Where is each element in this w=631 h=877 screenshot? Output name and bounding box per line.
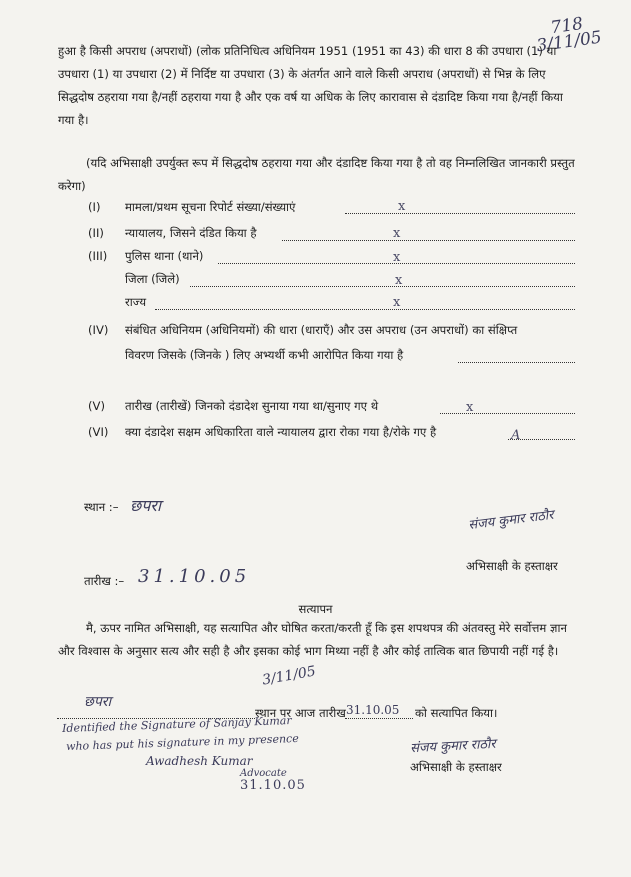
verification-title: सत्यापन	[298, 602, 333, 616]
item-iv-number: (IV)	[88, 323, 109, 337]
item-iii-district-label: जिला (जिले)	[125, 272, 180, 286]
item-i-number: (I)	[88, 200, 101, 214]
item-iii-label: पुलिस थाना (थाने)	[125, 249, 204, 263]
item-iv-dotted-line	[458, 362, 575, 363]
date-value: 31.10.05	[138, 566, 251, 587]
verified-place: छपरा	[84, 694, 112, 710]
item-i-label: मामला/प्रथम सूचना रिपोर्ट संख्या/संख्याएं	[125, 200, 296, 214]
verified-date-dotted-line	[345, 718, 413, 719]
item-iv-label-line2: विवरण जिसके (जिनके ) लिए अभ्यर्थी कभी आरोपित किया गया है	[125, 348, 404, 362]
item-iii-state-label: राज्य	[125, 295, 147, 309]
item-v-number: (V)	[88, 399, 105, 413]
verified-place-prefix: स्थान पर आज तारीख	[255, 706, 346, 720]
identifier-signature: Awadhesh Kumar	[146, 754, 253, 768]
item-v-mark: x	[466, 400, 474, 415]
deponent-signature-2: संजय कुमार राठौर	[409, 736, 497, 757]
place-value: छपरा	[130, 496, 161, 515]
item-iv-label-line1: संबंधित अधिनियम (अधिनियमों) की धारा (धाराएँ) और उस अपराध (उन अपराधों) का संक्षिप्त	[125, 323, 518, 337]
item-iii-state-dotted-line	[155, 309, 575, 310]
verified-date: 31.10.05	[346, 703, 400, 717]
item-vi-number: (VI)	[88, 425, 109, 439]
item-vi-label: क्या दंडादेश सक्षम अधिकारिता वाले न्यायालय द्वारा रोका गया है/रोके गए है	[125, 425, 437, 439]
item-i-mark: x	[398, 199, 406, 214]
item-iii-district-mark: x	[395, 273, 403, 288]
intro-paragraph: हुआ है किसी अपराध (अपराधों) (लोक प्रतिनिधित्व अधिनियम 1951 (1951 का 43) की धारा 8 की उपधारा (1) या उपधारा (1) या उपधारा (2) में निर्दिष्ट या उपधारा (3) के अंतर्गत आने वाले किसी अपराध (अपराधों) से भिन्न के लिए सिद्धदोष ठहराया गया है/नहीं ठहराया गया है और एक वर्ष या अधिक के लिए कारावास से दंडादिष्ट किया गया है/नहीं किया गया है।	[58, 44, 563, 127]
item-iii-mark: x	[393, 250, 401, 265]
item-ii-mark: x	[393, 226, 401, 241]
item-v-dotted-line	[440, 413, 575, 414]
signature-caption-1: अभिसाक्षी के हस्ताक्षर	[466, 559, 558, 573]
corner-note: 718 3/11/05	[535, 13, 603, 57]
conditional-paragraph: (यदि अभिसाक्षी उपर्युक्त रूप में सिद्धदोष ठहराया गया और दंडादिष्ट किया गया है तो वह निम्नलिखित जानकारी प्रस्तुत करेगा)	[58, 156, 575, 193]
item-iii-state-mark: x	[393, 295, 401, 310]
identifier-title: Advocate	[240, 768, 287, 779]
verification-paragraph: मै, ऊपर नामित अभिसाक्षी, यह सत्यापित और घोषित करता/करती हूँ कि इस शपथपत्र की अंतवस्तु मेरे सर्वोत्तम ज्ञान और विश्वास के अनुसार सत्य और सही है और इसका कोई भाग मिथ्या नहीं है और कोई तात्विक बात छिपायी नहीं गई है।	[58, 621, 567, 658]
place-label: स्थान :–	[84, 500, 119, 514]
item-ii-dotted-line	[282, 240, 575, 241]
item-v-label: तारीख (तारीखें) जिनको दंडादेश सुनाया गया था/सुनाए गए थे	[125, 399, 379, 413]
signature-caption-2: अभिसाक्षी के हस्ताक्षर	[410, 760, 502, 774]
identifier-date: 31.10.05	[240, 778, 306, 793]
item-vi-mark: A	[511, 428, 521, 443]
identifier-note-line1: Identified the Signature of Sanjay Kumar	[61, 713, 292, 736]
item-iii-number: (III)	[88, 249, 108, 263]
verification-initials: 3/11/05	[261, 663, 317, 689]
identifier-note-line2: who has put his signature in my presence	[65, 731, 299, 754]
deponent-signature-1: संजय कुमार राठौर	[467, 507, 555, 534]
item-ii-number: (II)	[88, 226, 104, 240]
item-ii-label: न्यायालय, जिसने दंडित किया है	[125, 226, 257, 240]
item-i-dotted-line	[345, 213, 575, 214]
item-iii-district-dotted-line	[190, 286, 575, 287]
date-label: तारीख :–	[84, 574, 125, 588]
verified-suffix: को सत्यापित किया।	[415, 706, 498, 720]
